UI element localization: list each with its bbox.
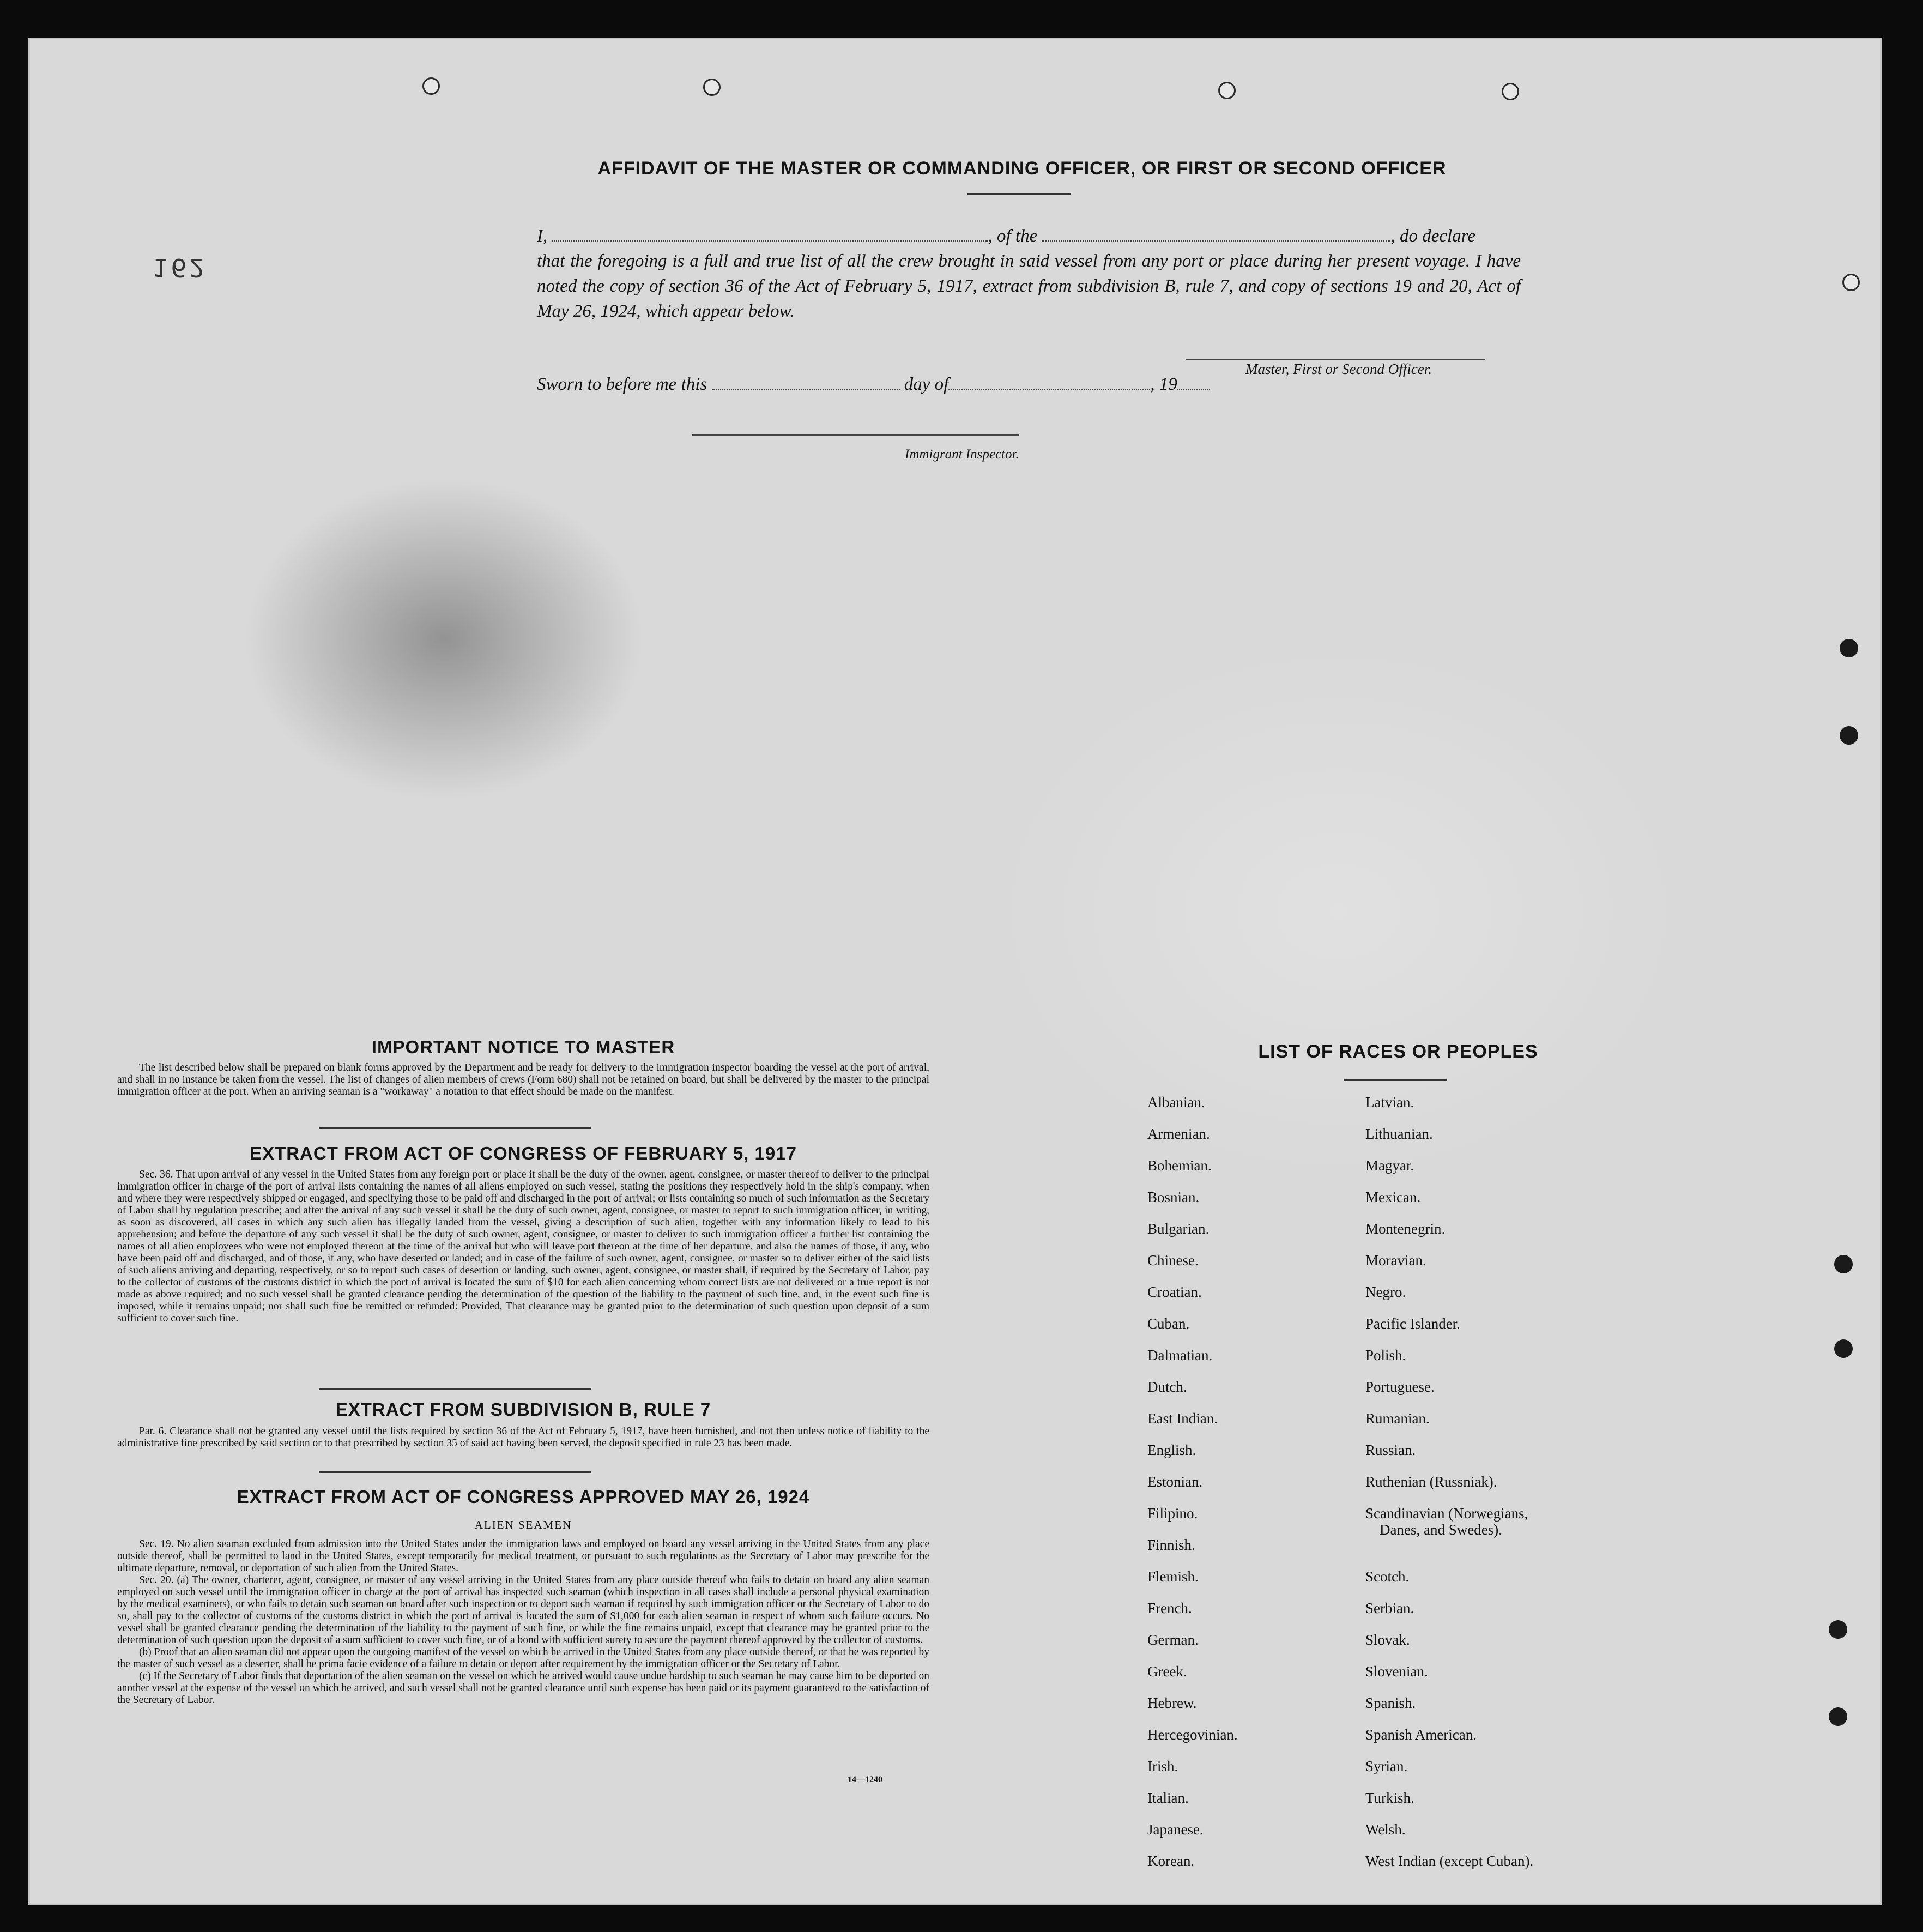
- race-item: Rumanian.: [1365, 1410, 1430, 1427]
- race-item: Mexican.: [1365, 1189, 1421, 1205]
- race-item: Italian.: [1147, 1790, 1189, 1806]
- declare-of-the: , of the: [988, 226, 1038, 246]
- race-item: Negro.: [1365, 1284, 1406, 1300]
- inspector-label: Immigrant Inspector.: [905, 447, 1019, 462]
- punch-hole: [1829, 1707, 1847, 1726]
- sworn-day: day of: [904, 375, 949, 394]
- race-item: Chinese.: [1147, 1252, 1199, 1269]
- sworn-prefix: Sworn to before me this: [537, 375, 707, 394]
- race-item: East Indian.: [1147, 1410, 1218, 1427]
- punch-hole: [1840, 726, 1858, 745]
- name-field[interactable]: [552, 240, 988, 242]
- race-item: West Indian (except Cuban).: [1365, 1853, 1534, 1869]
- race-item: Serbian.: [1365, 1600, 1414, 1616]
- race-item: Albanian.: [1147, 1094, 1205, 1110]
- race-item: Magyar.: [1365, 1157, 1414, 1174]
- race-item: Polish.: [1365, 1347, 1406, 1363]
- race-item: Scotch.: [1365, 1568, 1410, 1585]
- punch-hole: [1842, 274, 1860, 291]
- races-right-column: [1365, 1094, 1692, 1885]
- sec-19-paragraph: Sec. 19. No alien seaman excluded from admission into the United States under the immigration laws and employed on board any vessel arriving in the United States from any place outside thereof, shall be permitted to land in the United States, except temporarily for medical treatment, or pursuant to such regulations as the Secretary of Labor may prescribe for the ultimate departure, removal, or deportation of such alien from the United States.: [117, 1538, 929, 1574]
- punch-hole: [703, 79, 721, 96]
- punch-hole: [1502, 83, 1519, 100]
- par-6-paragraph: Par. 6. Clearance shall not be granted any vessel until the lists required by section 36 of the Act of February 5, 1917, have been furnished, and not then unless notice of liability to the administrative fine prescribed by said section or to that prescribed by section 35 of said act having been served, the deposit specified in rule 23 has been made.: [117, 1426, 929, 1449]
- punch-hole: [1218, 82, 1236, 99]
- race-item: Dutch.: [1147, 1379, 1187, 1395]
- race-item: Syrian.: [1365, 1758, 1408, 1774]
- race-item: Moravian.: [1365, 1252, 1426, 1269]
- sec-20c-paragraph: (c) If the Secretary of Labor finds that deportation of the alien seaman on the vessel on which he arrived would cause undue hardship to such seaman he may cause him to be deported on another vessel at the expense of the vessel on which he arrived, and such vessel shall not be granted clearance until such expense has been paid or its payment guaranteed to the satisfaction of the Secretary of Labor.: [117, 1670, 929, 1706]
- sec-36-paragraph: Sec. 36. That upon arrival of any vessel in the United States from any foreign port or place it shall be the duty of the owner, agent, consignee, or master thereof to deliver to the principal immigration officer in charge of the port of arrival lists containing the names of all aliens employed on such vessel, stating the positions they respectively hold in the ship's company, when and where they were respectively shipped or engaged, and specifying those to be paid off and discharged in the port of arrival; or lists containing so much of such information as the Secretary of Labor shall by regulation prescribe; and after the arrival of any such vessel it shall be the duty of such owner, agent, consignee, or master to report to such immigration officer, in writing, as soon as discovered, all cases in which any such alien has illegally landed from the vessel, giving a description of such alien, together with any information likely to lead to his apprehension; and before the departure of any such vessel it shall be the duty of such owner, agent, consignee, or master to deliver to such immigration officer a further list containing the names of all alien employees who were not employed thereon at the time of the arrival but who will leave port thereon at the time of her departure, and also the names of those, if any, who have been paid off and discharged, and of those, if any, who have deserted or landed; and in case of the failure of such owner, agent, consignee, or master so to deliver either of the said lists of such aliens arriving and departing, respectively, or so to report such cases of desertion or landing, such owner, agent, consignee, or master shall, if required by the Secretary of Labor, pay to the collector of customs of the customs district in which the port of arrival is located the sum of $10 for each alien concerning whom correct lists are not delivered or a true report is not made as above required; and no such vessel shall be granted clearance pending the determination of the question of the liability to the payment of such fine, and, in the event such fine is imposed, while it remains unpaid; nor shall such fine be remitted or refunded: Provided, That clearance may be granted prior to the determination of such question upon deposit of a sum sufficient to cover such fine.: [117, 1169, 929, 1324]
- race-item: Montenegrin.: [1365, 1221, 1446, 1237]
- title-divider: [967, 193, 1071, 195]
- race-item: Bohemian.: [1147, 1157, 1212, 1174]
- races-divider: [1344, 1079, 1447, 1081]
- section-divider: [319, 1127, 591, 1129]
- race-item: Bulgarian.: [1147, 1221, 1210, 1237]
- punch-hole: [422, 77, 440, 95]
- declare-i: I,: [537, 226, 548, 246]
- race-item: French.: [1147, 1600, 1192, 1616]
- declare-do: , do declare: [1390, 226, 1475, 246]
- sworn-year: , 19: [1150, 375, 1177, 394]
- race-item: Slovenian.: [1365, 1663, 1428, 1680]
- race-item: Korean.: [1147, 1853, 1195, 1869]
- affidavit-text: [537, 224, 1521, 324]
- inspector-signature-line[interactable]: [692, 434, 1019, 436]
- extract-1924-title: EXTRACT FROM ACT OF CONGRESS APPROVED MAY 26, 1924: [237, 1487, 810, 1507]
- race-item: Hebrew.: [1147, 1695, 1197, 1711]
- races-title: LIST OF RACES OR PEOPLES: [1258, 1041, 1538, 1062]
- sworn-date-field[interactable]: [712, 389, 900, 390]
- sworn-month-field[interactable]: [948, 389, 1150, 390]
- race-item: Japanese.: [1147, 1821, 1204, 1838]
- race-item: Slovak.: [1365, 1632, 1410, 1648]
- extract-rule7-title: EXTRACT FROM SUBDIVISION B, RULE 7: [335, 1399, 711, 1420]
- master-label: Master, First or Second Officer.: [1245, 361, 1432, 377]
- form-number: 14—1240: [848, 1775, 882, 1784]
- race-item: English.: [1147, 1442, 1196, 1458]
- race-item: Ruthenian (Russniak).: [1365, 1474, 1497, 1490]
- race-item: Croatian.: [1147, 1284, 1202, 1300]
- race-item: Spanish American.: [1365, 1726, 1477, 1743]
- section-divider: [319, 1388, 591, 1390]
- punch-hole: [1834, 1339, 1853, 1358]
- race-item: Hercegovinian.: [1147, 1726, 1238, 1743]
- race-item: Flemish.: [1147, 1568, 1199, 1585]
- notice-body: [117, 1062, 929, 1098]
- extract-1924-body: [117, 1538, 929, 1706]
- race-item: Finnish.: [1147, 1537, 1195, 1553]
- race-item: Irish.: [1147, 1758, 1178, 1774]
- section-divider: [319, 1471, 591, 1473]
- notice-paragraph: The list described below shall be prepared on blank forms approved by the Department and be ready for delivery to the immigration inspector boarding the vessel at the port of arrival, and shall in no instance be taken from the vessel. The list of changes of alien members of crews (Form 680) shall not be retained on board, but shall be delivered by the master to the principal immigration officer at the port. When an arriving seaman is a "workaway" a notation to that effect should be made on the manifest.: [117, 1062, 929, 1097]
- race-item: Turkish.: [1365, 1790, 1414, 1806]
- extract-1917-body: [117, 1169, 929, 1325]
- race-item: Estonian.: [1147, 1474, 1203, 1490]
- race-item: Pacific Islander.: [1365, 1315, 1460, 1332]
- race-item: Cuban.: [1147, 1315, 1190, 1332]
- sec-20a-paragraph: Sec. 20. (a) The owner, charterer, agent, consignee, or master of any vessel arriving in the United States from any place outside thereof who fails to detain on board any alien seaman employed on such vessel until the immigration officer in charge at the port of arrival has inspected such seaman (which inspection in all cases shall include a personal physical examination by the medical examiners), or who fails to detain such seaman on board after such inspection or to deport such seaman if required by such immigration officer or the Secretary of Labor to do so, shall pay to the collector of customs of the customs district in which the port of arrival is located the sum of $1,000 for each alien seaman in respect of whom such failure occurs. No vessel shall be granted clearance pending the determination of the liability to the payment of such fine, or while the fine remains unpaid, except that clearance may be granted prior to the determination of such question upon the deposit of a sum sufficient to cover such fine, or of a bond with sufficient surety to secure the payment thereof approved by the collector of customs.: [117, 1574, 929, 1646]
- race-item: Lithuanian.: [1365, 1126, 1433, 1142]
- punch-hole: [1840, 639, 1858, 657]
- vessel-field[interactable]: [1042, 240, 1390, 242]
- race-item: Dalmatian.: [1147, 1347, 1213, 1363]
- race-item: Welsh.: [1365, 1821, 1406, 1838]
- punch-hole: [1834, 1255, 1853, 1273]
- race-item: Greek.: [1147, 1663, 1187, 1680]
- master-signature-line[interactable]: [1186, 359, 1485, 360]
- document-page: [30, 39, 1880, 1904]
- sec-20b-paragraph: (b) Proof that an alien seaman did not appear upon the outgoing manifest of the vessel on which he arrived in the United States from any place outside thereof, or that he was reported by the master of such vessel as a deserter, shall be prima facie evidence of a failure to detain or deport after requirement by the immigration officer or the Secretary of Labor.: [117, 1646, 929, 1670]
- race-item: German.: [1147, 1632, 1199, 1648]
- affidavit-title: AFFIDAVIT OF THE MASTER OR COMMANDING OFFICER, OR FIRST OR SECOND OFFICER: [597, 158, 1447, 179]
- race-item: Bosnian.: [1147, 1189, 1200, 1205]
- race-item: Russian.: [1365, 1442, 1416, 1458]
- affidavit-body: that the foregoing is a full and true list of all the crew brought in said vessel from any port or place during her present voyage. I have noted the copy of section 36 of the Act of February 5, 1917, extract from subdivision B, rule 7, and copy of sections 19 and 20, Act of May 26, 1924, which appear below.: [537, 251, 1521, 321]
- sworn-year-field[interactable]: [1177, 389, 1210, 390]
- serial-mark: 162: [153, 253, 207, 282]
- extract-1917-title: EXTRACT FROM ACT OF CONGRESS OF FEBRUARY 5, 1917: [250, 1143, 797, 1163]
- race-item: Scandinavian (Norwegians,: [1365, 1505, 1528, 1522]
- sworn-line: [537, 375, 1210, 395]
- extract-rule7-body: [117, 1426, 929, 1450]
- race-item: Portuguese.: [1365, 1379, 1435, 1395]
- punch-hole: [1829, 1620, 1847, 1639]
- alien-seamen-subtitle: ALIEN SEAMEN: [474, 1518, 572, 1531]
- race-item: Filipino.: [1147, 1505, 1198, 1522]
- race-item: Danes, and Swedes).: [1380, 1522, 1502, 1538]
- race-item: Armenian.: [1147, 1126, 1210, 1142]
- race-item: Latvian.: [1365, 1094, 1414, 1110]
- race-item: Spanish.: [1365, 1695, 1416, 1711]
- notice-title: IMPORTANT NOTICE TO MASTER: [371, 1037, 675, 1057]
